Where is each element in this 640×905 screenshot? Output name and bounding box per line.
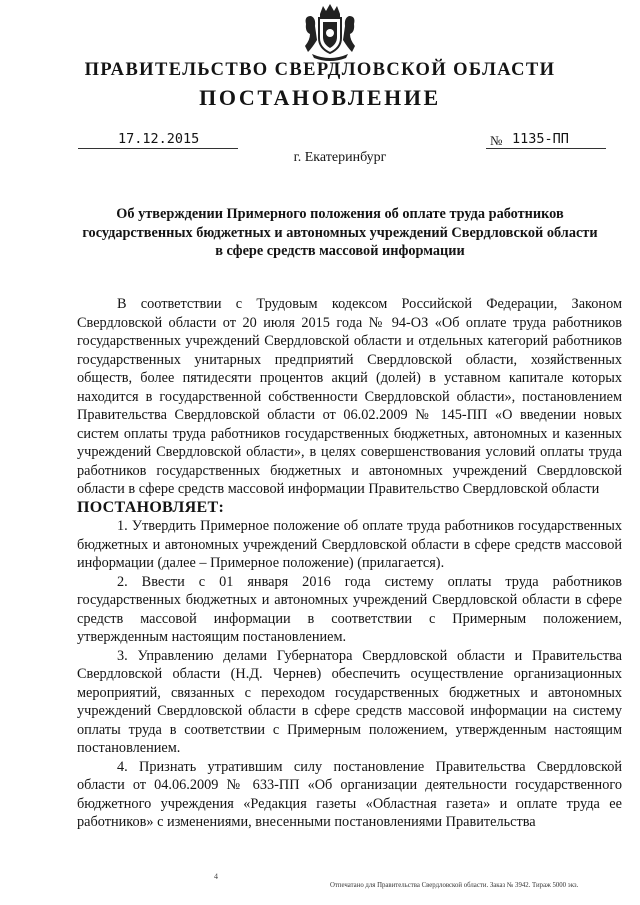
- decree-word: ПОСТАНОВЛЯЕТ:: [77, 498, 225, 516]
- page-mark: 4: [214, 872, 218, 881]
- date-underline: [78, 148, 238, 149]
- item-3: 3. Управлению делами Губернатора Свердловской области и Правительства Свердловской области (Н.Д. Чернев) обеспечить осуществление организационных мероприятий, связанных с переходом государственных бюджетных и автономных учреждений Свердловской области в сфере средств массовой информации на систему оплаты труда в соответствии с Примерным положением, утвержденным настоящим постановлением.: [77, 647, 622, 756]
- document-number: 1135-ПП: [512, 131, 569, 147]
- item-1: 1. Утвердить Примерное положение об оплате труда работников государственных бюджетных и автономных учреждений Свердловской области в сфере средств массовой информации (далее – Примерное положение) (прилагается).: [77, 518, 622, 571]
- number-sign: №: [490, 133, 503, 148]
- item-2: 2. Ввести с 01 января 2016 года систему оплаты труда работников государственных бюджетных и автономных учреждений Свердловской области в сфере средств массовой информации в соответствии с Примерным положением, утвержденным настоящим постановлением.: [77, 573, 622, 645]
- item-4: 4. Признать утратившим силу постановление Правительства Свердловской области от 04.06.2009 № 633-ПП «Об организации деятельности государственного бюджетного учреждения «Редакция газеты «Областная газета» и оплате труда ее работников» с изменениями, внесенными постановлениями Правительства: [77, 758, 622, 830]
- document-body: [77, 295, 622, 832]
- print-note: Отпечатано для Правительства Свердловской области. Заказ № 3942. Тираж 5000 экз.: [330, 882, 579, 889]
- document-date: 17.12.2015: [118, 131, 200, 147]
- number-underline: [486, 148, 606, 149]
- government-name: ПРАВИТЕЛЬСТВО СВЕРДЛОВСКОЙ ОБЛАСТИ: [84, 60, 556, 80]
- city: г. Екатеринбург: [293, 150, 387, 165]
- coat-of-arms-icon: [302, 2, 358, 62]
- document-title: Об утверждении Примерного положения об оплате труда работников государственных бюджетных и автономных учреждений Свердловской области в сфере средств массовой информации: [82, 206, 598, 259]
- preamble-paragraph: В соответствии с Трудовым кодексом Российской Федерации, Законом Свердловской области от 20 июля 2015 года № 94-ОЗ «Об оплате труда работников государственных учреждений Свердловской области и отдельных категорий работников государственных унитарных предприятий Свердловской области, хозяйственных обществ, более пятидесяти процентов акций (долей) в уставном капитале которых находится в государственной собственности Свердловской области», постановлением Правительства Свердловской области от 06.02.2009 № 145-ПП «О введении новых систем оплаты труда работников государственных бюджетных, автономных и казенных учреждений Свердловской области», в целях совершенствования условий оплаты труда работников государственных бюджетных и автономных учреждений Свердловской области в сфере средств массовой информации Правительство Свердловской области: [77, 296, 622, 497]
- document-type: ПОСТАНОВЛЕНИЕ: [199, 85, 441, 110]
